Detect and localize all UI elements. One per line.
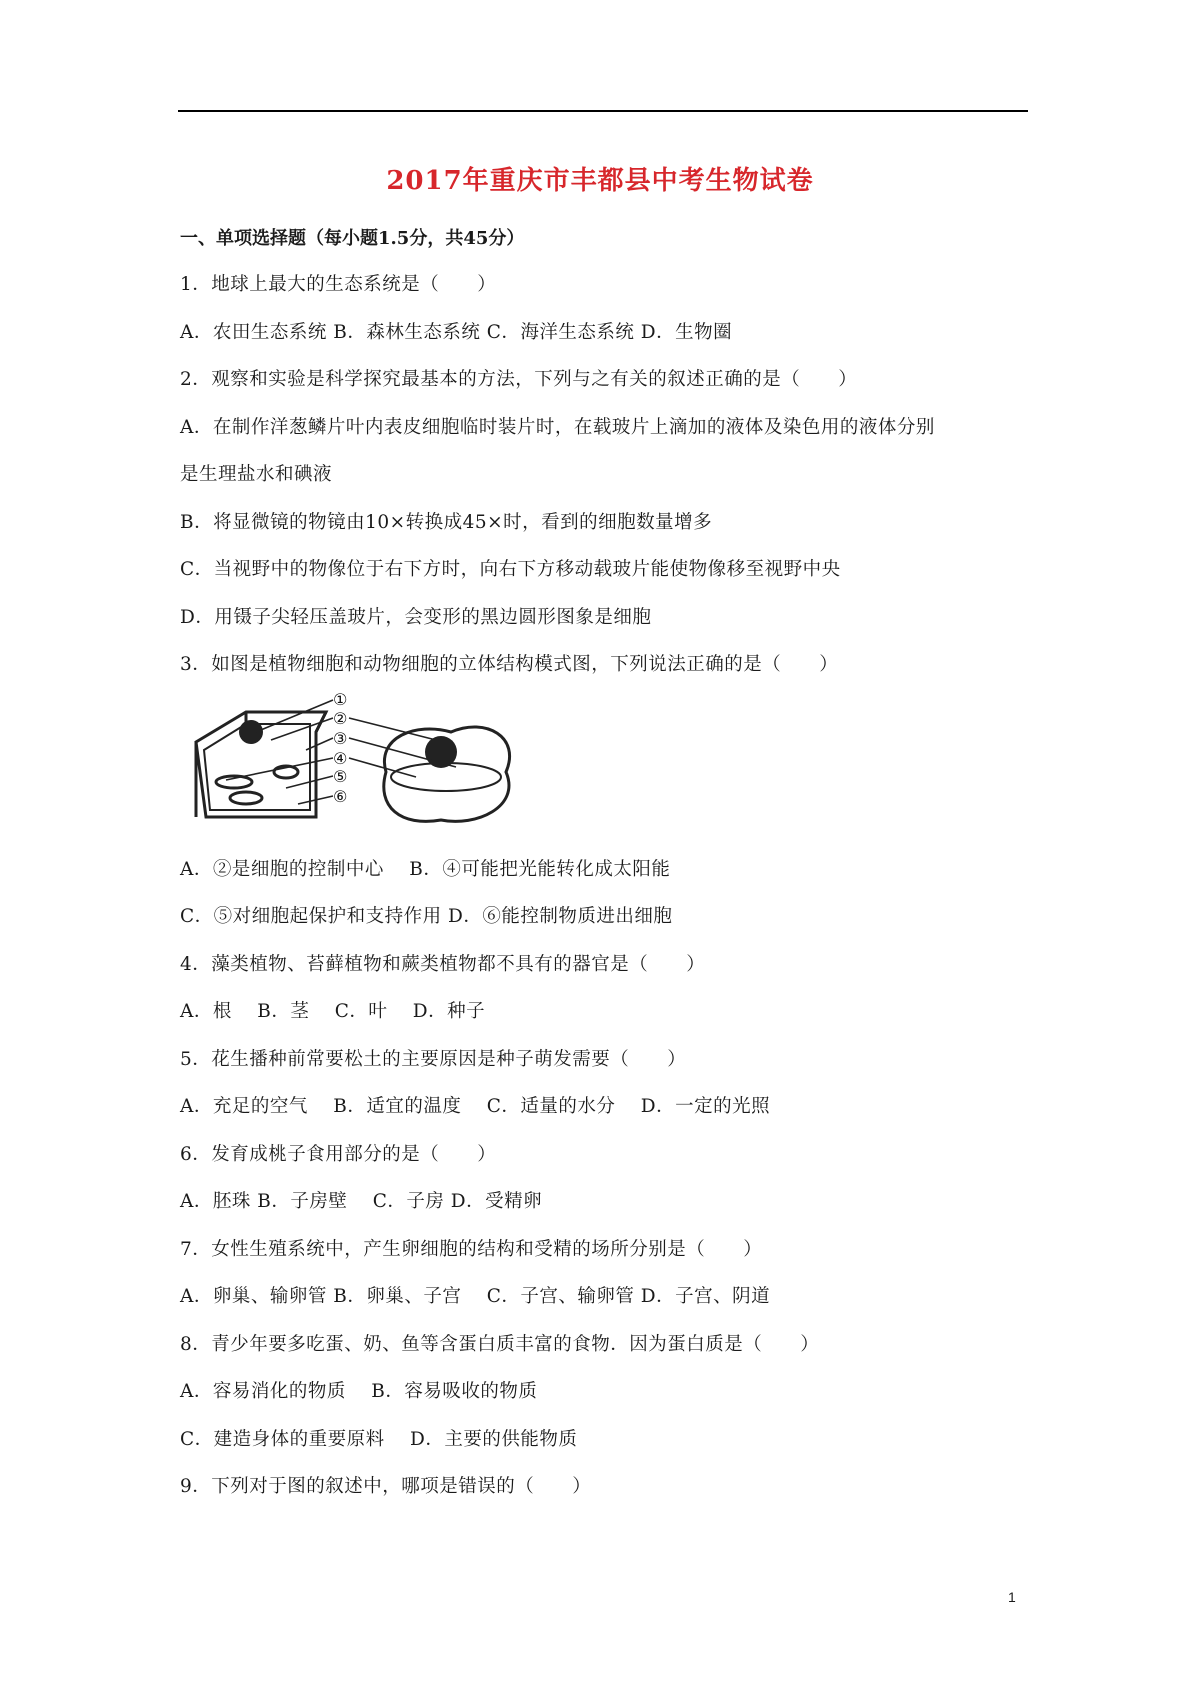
question-5-options: A．充足的空气 B．适宜的温度 C．适量的水分 D．一定的光照: [180, 1096, 771, 1117]
question-7-options: A．卵巢、输卵管 B．卵巢、子宫 C．子宫、输卵管 D．子宫、阴道: [180, 1286, 771, 1307]
figure-label-4: ④: [333, 749, 348, 768]
plant-nucleus: [239, 720, 263, 744]
figure-label-6: ⑥: [333, 787, 348, 806]
question-9: 9．下列对于图的叙述中，哪项是错误的（ ）: [180, 1476, 592, 1497]
question-2-option-b: B．将显微镜的物镜由10×转换成45×时，看到的细胞数量增多: [180, 512, 713, 533]
page-number: 1: [1008, 1589, 1016, 1605]
question-2-option-d: D．用镊子尖轻压盖玻片，会变形的黑边圆形图象是细胞: [180, 607, 652, 628]
section-header: 一、单项选择题（每小题1.5分，共45分）: [180, 228, 525, 249]
question-1: 1．地球上最大的生态系统是（ ）: [180, 274, 497, 295]
figure-label-5: ⑤: [333, 767, 348, 786]
question-7: 7．女性生殖系统中，产生卵细胞的结构和受精的场所分别是（ ）: [180, 1239, 763, 1260]
question-2: 2．观察和实验是科学探究最基本的方法，下列与之有关的叙述正确的是（ ）: [180, 369, 858, 390]
figure-label-3: ③: [333, 729, 348, 748]
cell-structure-figure: [186, 692, 536, 832]
question-3-options-ab: A．②是细胞的控制中心 B．④可能把光能转化成太阳能: [180, 859, 671, 880]
page-title: 2017年重庆市丰都县中考生物试卷: [386, 166, 814, 196]
question-8: 8．青少年要多吃蛋、奶、鱼等含蛋白质丰富的食物．因为蛋白质是（ ）: [180, 1334, 820, 1355]
question-8-options-ab: A．容易消化的物质 B．容易吸收的物质: [180, 1381, 538, 1402]
question-4-options: A．根 B．茎 C．叶 D．种子: [180, 1001, 486, 1022]
question-3: 3．如图是植物细胞和动物细胞的立体结构模式图，下列说法正确的是（ ）: [180, 654, 839, 675]
question-1-options: A．农田生态系统 B．森林生态系统 C．海洋生态系统 D．生物圈: [180, 322, 733, 343]
question-2-option-a-cont: 是生理盐水和碘液: [180, 464, 333, 485]
question-5: 5．花生播种前常要松土的主要原因是种子萌发需要（ ）: [180, 1049, 687, 1070]
question-8-options-cd: C．建造身体的重要原料 D．主要的供能物质: [180, 1429, 578, 1450]
question-4: 4．藻类植物、苔藓植物和蕨类植物都不具有的器官是（ ）: [180, 954, 706, 975]
question-2-option-a: A．在制作洋葱鳞片叶内表皮细胞临时装片时，在载玻片上滴加的液体及染色用的液体分别: [180, 417, 935, 438]
figure-label-1: ①: [333, 692, 348, 709]
figure-label-2: ②: [333, 709, 348, 728]
question-2-option-c: C．当视野中的物像位于右下方时，向右下方移动载玻片能使物像移至视野中央: [180, 559, 841, 580]
question-6-options: A．胚珠 B．子房壁 C．子房 D．受精卵: [180, 1191, 543, 1212]
question-3-options-cd: C．⑤对细胞起保护和支持作用 D．⑥能控制物质进出细胞: [180, 906, 673, 927]
header-rule: [178, 110, 1028, 112]
question-6: 6．发育成桃子食用部分的是（ ）: [180, 1144, 497, 1165]
